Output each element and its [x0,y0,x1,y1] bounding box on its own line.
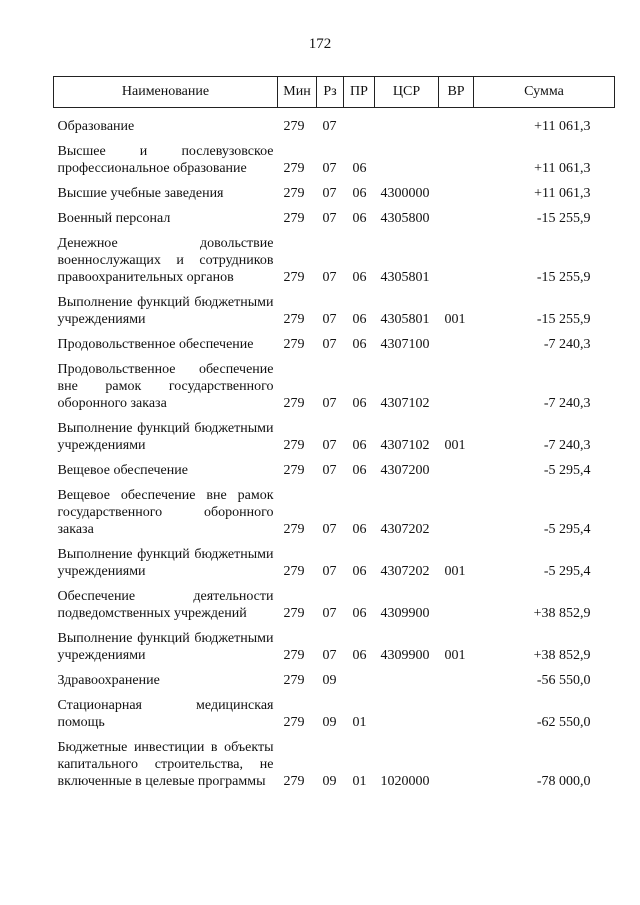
row-sum: -5 295,4 [543,522,591,537]
row-name: Продовольственное обеспечение вне рамок государственного оборонного заказа [57,362,274,411]
row-pr: 06 [352,463,367,478]
row-csr: 4309900 [380,648,430,663]
row-csr [375,135,439,177]
row-csr: 4309900 [380,606,430,621]
row-sum: -7 240,3 [543,396,591,411]
row-min: 279 [283,312,305,327]
row-sum: +11 061,3 [534,119,591,134]
row-name: Образование [57,119,135,134]
row-csr: 4305800 [380,211,430,226]
row-vr: 001 [444,564,466,579]
row-vr [439,689,474,731]
table-header [54,77,615,108]
table-row [54,454,615,479]
row-sum: +11 061,3 [534,161,591,176]
row-name: Выполнение функций бюджетными учреждениями [57,631,274,663]
row-csr: 4307202 [380,522,430,537]
row-name: Высшее и послевузовское профессиональное образование [57,144,274,176]
row-name: Стационарная медицинская помощь [57,698,274,730]
row-pr: 01 [352,715,367,730]
table-row [54,538,615,580]
header-rz: Рз [317,77,344,108]
header-min: Мин [278,77,317,108]
row-name: Выполнение функций бюджетными учреждениями [57,295,274,327]
table-row [54,580,615,622]
row-rz: 09 [322,673,337,688]
row-name: Военный персонал [57,211,171,226]
row-name: Обеспечение деятельности подведомственных учреждений [57,589,274,621]
table-body [54,108,615,791]
row-rz: 07 [322,463,337,478]
row-rz: 07 [322,186,337,201]
row-sum: -78 000,0 [536,774,591,789]
row-rz: 07 [322,211,337,226]
row-min: 279 [283,673,305,688]
row-rz: 07 [322,438,337,453]
row-sum: -62 550,0 [536,715,591,730]
row-sum: -15 255,9 [536,270,591,285]
row-min: 279 [283,337,305,352]
row-rz: 07 [322,564,337,579]
row-rz: 07 [322,119,337,134]
table-row [54,479,615,538]
row-min: 279 [283,564,305,579]
row-rz: 09 [322,715,337,730]
row-csr: 4307202 [380,564,430,579]
row-vr [439,731,474,790]
table-row [54,227,615,286]
page-number: 172 [308,36,332,52]
row-csr [375,664,439,689]
table-row [54,353,615,412]
row-min: 279 [283,119,305,134]
row-min: 279 [283,463,305,478]
row-vr: 001 [444,648,466,663]
table-row [54,731,615,790]
row-rz: 07 [322,270,337,285]
row-min: 279 [283,606,305,621]
row-vr [439,177,474,202]
table-row [54,177,615,202]
row-pr: 06 [352,312,367,327]
header-csr: ЦСР [375,77,439,108]
row-rz: 07 [322,522,337,537]
table-row [54,108,615,136]
row-name: Здравоохранение [57,673,160,688]
row-sum: -5 295,4 [543,463,591,478]
row-pr: 06 [352,438,367,453]
row-rz: 07 [322,648,337,663]
row-rz: 07 [322,337,337,352]
row-rz: 07 [322,606,337,621]
row-csr: 4305801 [380,312,430,327]
row-vr [439,328,474,353]
row-csr [375,108,439,136]
row-csr: 1020000 [380,774,430,789]
row-min: 279 [283,715,305,730]
row-vr [439,108,474,136]
row-min: 279 [283,161,305,176]
row-sum: -5 295,4 [543,564,591,579]
row-rz: 07 [322,396,337,411]
row-sum: -7 240,3 [543,438,591,453]
row-min: 279 [283,774,305,789]
row-vr [439,227,474,286]
budget-table [53,76,615,790]
row-vr [439,454,474,479]
row-csr: 4300000 [380,186,430,201]
row-csr: 4307200 [380,463,430,478]
row-min: 279 [283,186,305,201]
row-rz: 09 [322,774,337,789]
row-pr: 06 [352,161,367,176]
row-csr: 4307102 [380,438,430,453]
row-name: Выполнение функций бюджетными учреждениями [57,547,274,579]
row-pr [344,664,375,689]
table-row [54,412,615,454]
row-csr: 4307102 [380,396,430,411]
table-row [54,622,615,664]
row-csr [375,689,439,731]
row-sum: +11 061,3 [534,186,591,201]
table-row [54,664,615,689]
row-min: 279 [283,522,305,537]
row-pr: 06 [352,337,367,352]
row-min: 279 [283,211,305,226]
table-row [54,135,615,177]
row-vr [439,664,474,689]
row-csr: 4305801 [380,270,430,285]
header-vr: ВР [439,77,474,108]
row-pr [344,108,375,136]
row-name: Вещевое обеспечение [57,463,188,478]
table-row [54,689,615,731]
row-pr: 01 [352,774,367,789]
row-sum: -7 240,3 [543,337,591,352]
row-rz: 07 [322,161,337,176]
row-pr: 06 [352,564,367,579]
row-sum: -56 550,0 [536,673,591,688]
row-name: Продовольственное обеспечение [57,337,254,352]
row-vr [439,479,474,538]
row-name: Бюджетные инвестиции в объекты капитального строительства, не включенные в целевые программы [57,740,274,789]
table-row [54,328,615,353]
header-name: Наименование [54,77,278,108]
row-csr: 4307100 [380,337,430,352]
row-vr [439,202,474,227]
row-name: Вещевое обеспечение вне рамок государственного оборонного заказа [57,488,274,537]
row-min: 279 [283,438,305,453]
row-pr: 06 [352,648,367,663]
row-pr: 06 [352,186,367,201]
row-vr [439,580,474,622]
header-pr: ПР [344,77,375,108]
row-pr: 06 [352,396,367,411]
row-name: Денежное довольствие военнослужащих и сотрудников правоохранительных органов [57,236,274,285]
row-vr [439,135,474,177]
row-vr [439,353,474,412]
row-sum: +38 852,9 [533,606,591,621]
row-pr: 06 [352,270,367,285]
header-sum: Сумма [474,77,615,108]
row-pr: 06 [352,606,367,621]
row-min: 279 [283,270,305,285]
row-min: 279 [283,648,305,663]
table-row [54,202,615,227]
row-vr: 001 [444,312,466,327]
row-rz: 07 [322,312,337,327]
row-sum: -15 255,9 [536,312,591,327]
row-pr: 06 [352,211,367,226]
row-name: Высшие учебные заведения [57,186,224,201]
table-row [54,286,615,328]
row-pr: 06 [352,522,367,537]
row-name: Выполнение функций бюджетными учреждениями [57,421,274,453]
row-sum: -15 255,9 [536,211,591,226]
row-vr: 001 [444,438,466,453]
row-sum: +38 852,9 [533,648,591,663]
row-min: 279 [283,396,305,411]
